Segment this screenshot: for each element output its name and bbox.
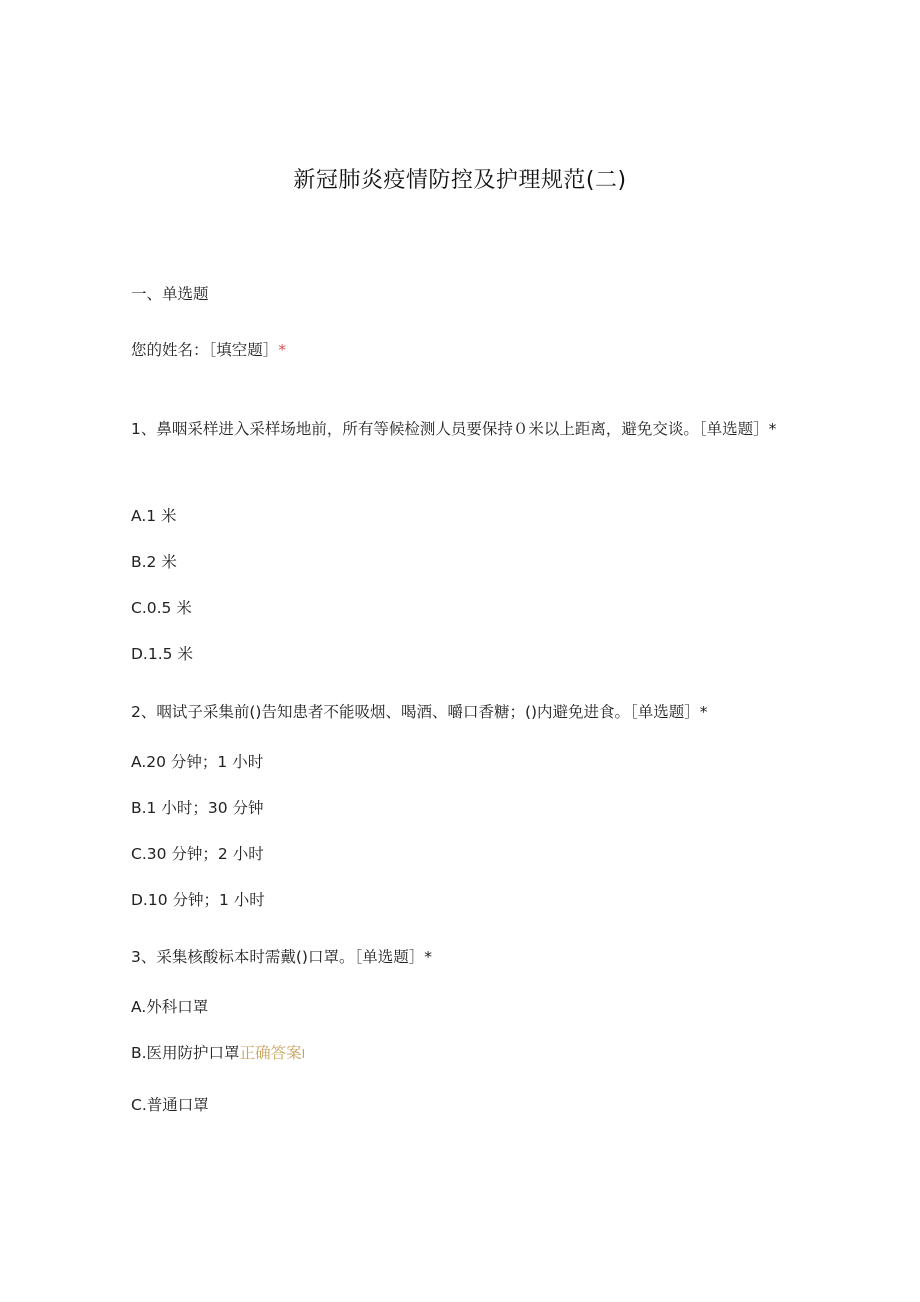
required-mark: * (278, 341, 287, 359)
name-question-label: 您的姓名：［填空题］ (131, 341, 279, 359)
question-1-option-d: D.1.5 米 (131, 645, 193, 663)
question-3-option-b (131, 1042, 305, 1065)
question-3-option-a: A.外科口罩 (131, 998, 209, 1016)
question-3-option-b-label: B.医用防护口罩 (131, 1044, 240, 1062)
question-3-text: 3、采集核酸标本时需戴()口罩。［单选题］* (131, 948, 432, 966)
question-1-option-b: B.2 米 (131, 553, 177, 571)
question-2-text: 2、咽试子采集前()告知患者不能吸烟、喝酒、嚼口香糖；()内避免进食。［单选题］* (131, 703, 708, 721)
correct-answer-badge: 正确答案 (239, 1044, 302, 1062)
question-2-option-b: B.1 小时；30 分钟 (131, 799, 264, 817)
name-question (131, 339, 286, 361)
document-title: 新冠肺炎疫情防控及护理规范(二) (293, 168, 627, 193)
question-1-option-a: A.1 米 (131, 507, 177, 525)
question-1-option-c: C.0.5 米 (131, 599, 192, 617)
question-2-option-a: A.20 分钟；1 小时 (131, 753, 264, 771)
question-2-option-d: D.10 分钟；1 小时 (131, 891, 265, 909)
section-heading: 一、单选题 (131, 285, 209, 303)
question-2-option-c: C.30 分钟；2 小时 (131, 845, 264, 863)
question-3-option-c: C.普通口罩 (131, 1096, 209, 1114)
text-cursor-mark: I (301, 1047, 306, 1061)
question-1-text: 1、鼻咽采样进入采样场地前，所有等候检测人员要保持０米以上距离，避免交谈。［单选题］* (131, 420, 777, 438)
